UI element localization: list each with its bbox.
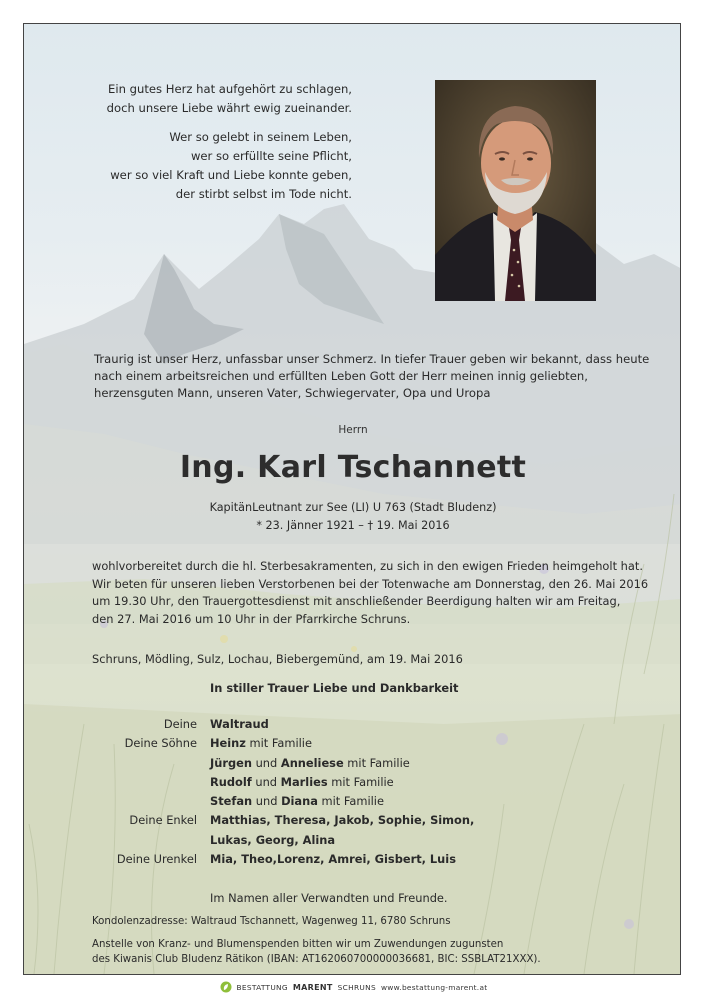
- intro-line: herzensguten Mann, unseren Vater, Schwiegervater, Opa und Uropa: [94, 386, 491, 400]
- place-and-date: Schruns, Mödling, Sulz, Lochau, Biebergemünd, am 19. Mai 2016: [92, 652, 463, 666]
- announcement-line: wohlvorbereitet durch die hl. Sterbesakramenten, zu sich in den ewigen Frieden heimgeholt hat.: [92, 559, 643, 573]
- family-member-text: mit Familie: [343, 755, 410, 770]
- family-member-text: und: [252, 794, 282, 809]
- family-members: [210, 736, 312, 750]
- motto-line: doch unsere Liebe währt ewig zueinander.: [106, 101, 352, 115]
- family-row: [24, 756, 681, 775]
- family-list: [24, 717, 681, 871]
- footer-prefix: BESTATTUNG: [236, 982, 288, 992]
- family-member-name: Marlies: [280, 774, 328, 789]
- family-member-name: Stefan: [210, 794, 253, 809]
- family-row: [24, 794, 681, 813]
- family-members: [210, 833, 335, 847]
- announcement-paragraph: [92, 558, 672, 628]
- parte-card: [23, 23, 681, 975]
- announcement-line: den 27. Mai 2016 um 10 Uhr in der Pfarrkirche Schruns.: [92, 611, 411, 626]
- family-member-name: Rudolf: [210, 774, 252, 789]
- motto-line: der stirbt selbst im Tode nicht.: [175, 187, 352, 201]
- family-member-text: und: [251, 755, 281, 770]
- family-member-name: Heinz: [210, 736, 246, 751]
- salutation: Herrn: [338, 424, 368, 436]
- family-member-name: Matthias, Theresa, Jakob, Sophie, Simon,: [210, 813, 475, 828]
- family-member-text: mit Familie: [317, 794, 384, 809]
- family-member-text: mit Familie: [327, 774, 394, 789]
- portrait-photo: [435, 80, 596, 301]
- family-members: [210, 794, 384, 808]
- footer-brand-name: MARENT: [292, 982, 333, 992]
- family-member-name: Lukas, Georg, Alina: [210, 832, 336, 847]
- family-row: [24, 833, 681, 852]
- family-row: [24, 717, 681, 736]
- family-members: [210, 775, 394, 789]
- family-member-name: Diana: [281, 794, 318, 809]
- family-member-text: mit Familie: [245, 736, 312, 751]
- footer-brand: [0, 975, 707, 999]
- mourning-line: In stiller Trauer Liebe und Dankbarkeit: [210, 681, 459, 695]
- family-members: [210, 756, 410, 770]
- family-member-text: und: [251, 774, 281, 789]
- family-row: [24, 736, 681, 755]
- motto-line: wer so viel Kraft und Liebe konnte geben,: [110, 168, 352, 182]
- family-members: [210, 852, 456, 866]
- family-member-name: Mia, Theo,Lorenz, Amrei, Gisbert, Luis: [210, 852, 456, 867]
- motto-line: wer so erfüllte seine Pflicht,: [190, 149, 352, 163]
- motto-line: Wer so gelebt in seinem Leben,: [169, 130, 352, 144]
- family-relation-label: Deine: [163, 717, 197, 731]
- announcement-line: Wir beten für unseren lieben Verstorbenen bei der Totenwache am Donnerstag, den 26. Mai 2016: [92, 576, 649, 591]
- family-row: [24, 775, 681, 794]
- life-dates: * 23. Jänner 1921 – † 19. Mai 2016: [256, 519, 450, 532]
- announcement-line: um 19.30 Uhr, den Trauergottesdienst mit anschließender Beerdigung halten wir am Freitag,: [92, 594, 621, 608]
- family-members: [210, 717, 269, 731]
- footer-town: SCHRUNS: [337, 982, 376, 992]
- condolence-address: Kondolenzadresse: Waltraud Tschannett, Wagenweg 11, 6780 Schruns: [92, 916, 451, 927]
- family-members: [210, 813, 474, 827]
- family-relation-label: Deine Urenkel: [116, 852, 197, 867]
- motto-poem: [107, 80, 352, 214]
- family-member-name: Waltraud: [210, 717, 269, 731]
- footer-url[interactable]: www.bestattung-marent.at: [380, 982, 488, 992]
- deceased-name: Ing. Karl Tschannett: [179, 450, 527, 485]
- motto-stanza-2: [107, 128, 352, 204]
- motto-stanza-1: [107, 80, 352, 118]
- donation-line: Anstelle von Kranz- und Blumenspenden bitten wir um Zuwendungen zugunsten: [92, 939, 504, 950]
- family-member-name: Anneliese: [280, 755, 344, 770]
- family-row: [24, 813, 681, 832]
- family-relation-label: Deine Enkel: [129, 813, 197, 828]
- donation-line: des Kiwanis Club Bludenz Rätikon (IBAN: AT162060700000036681, BIC: SSBLAT21XXX).: [92, 954, 541, 965]
- motto-line: Ein gutes Herz hat aufgehört zu schlagen,: [108, 82, 352, 96]
- family-row: [24, 852, 681, 871]
- intro-line: Traurig ist unser Herz, unfassbar unser Schmerz. In tiefer Trauer geben wir bekannt, dass heute: [94, 352, 650, 366]
- family-relation-label: Deine Söhne: [124, 736, 197, 751]
- deceased-rank: KapitänLeutnant zur See (LI) U 763 (Stadt Bludenz): [209, 501, 497, 514]
- intro-paragraph: [94, 351, 654, 402]
- family-member-name: Jürgen: [210, 755, 252, 770]
- closing-line: Im Namen aller Verwandten und Freunde.: [210, 891, 448, 905]
- leaf-logo-icon: [220, 981, 232, 993]
- intro-line: nach einem arbeitsreichen und erfüllten Leben Gott der Herr meinen innig geliebten,: [94, 369, 588, 383]
- donation-note: [92, 937, 541, 967]
